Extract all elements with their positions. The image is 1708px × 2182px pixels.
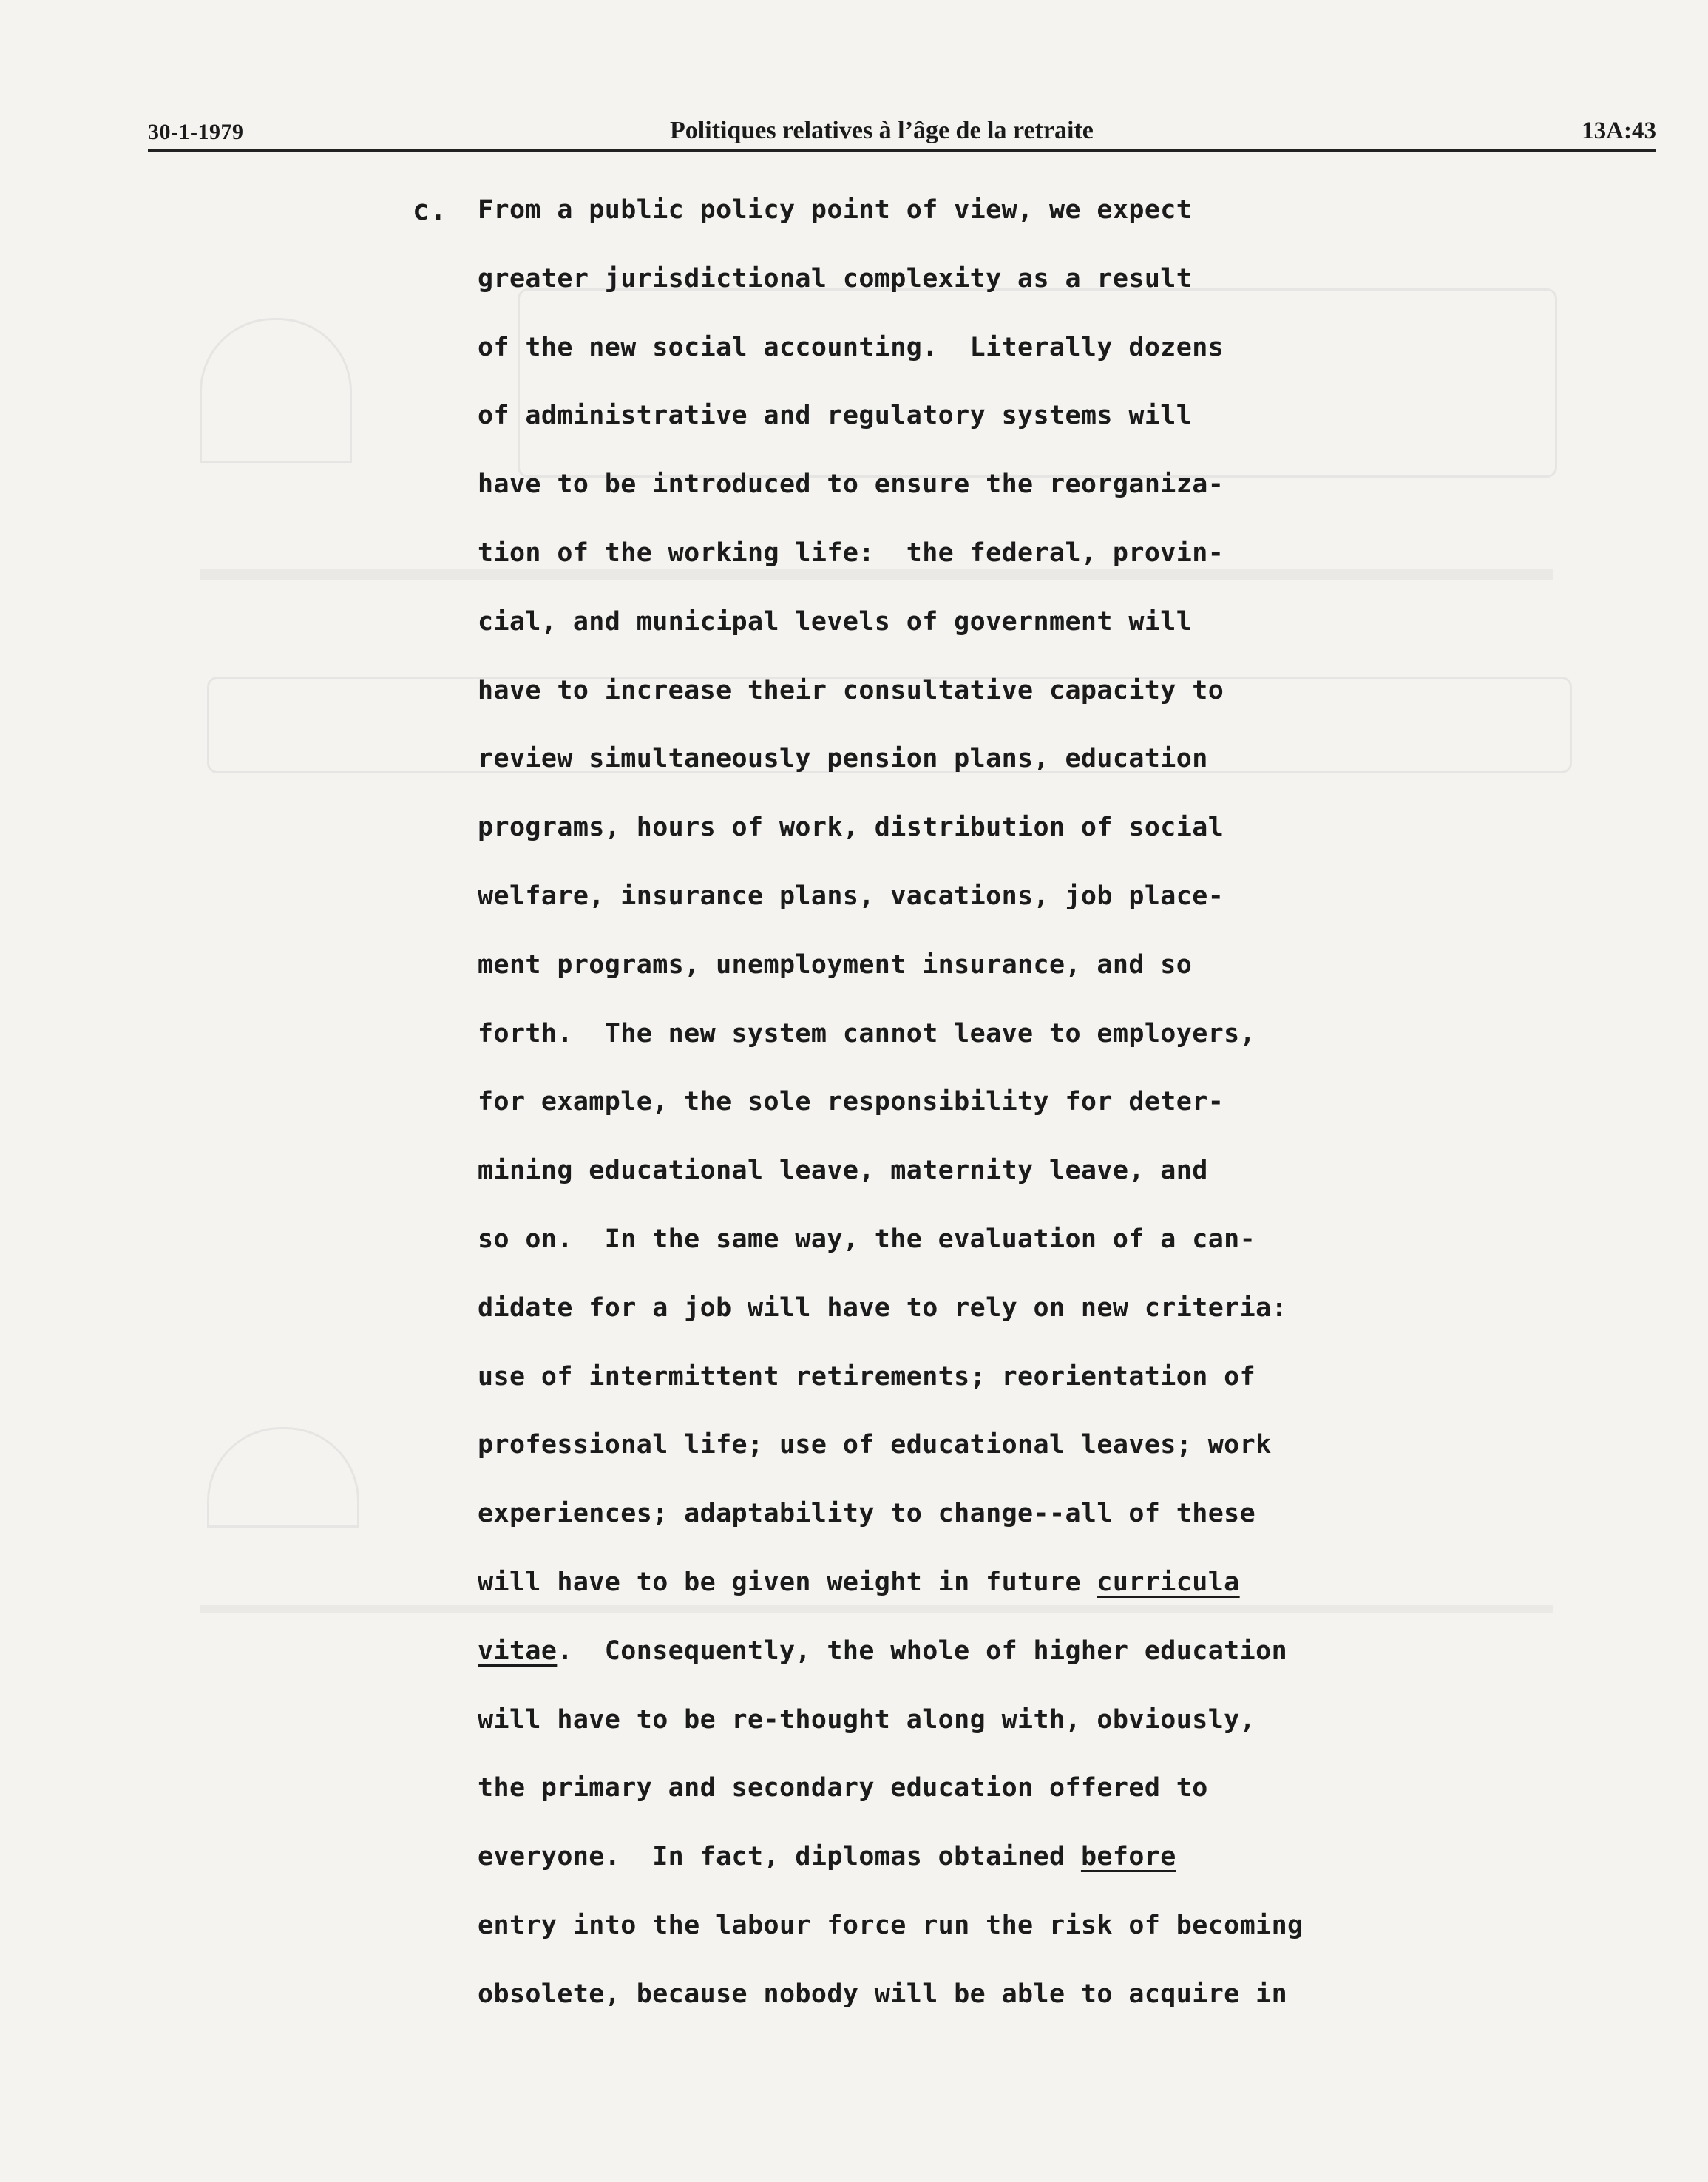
text-line xyxy=(478,399,1192,432)
text-line xyxy=(478,1566,1240,1599)
text-line xyxy=(478,674,1224,707)
line-text: cial, and municipal levels of government will xyxy=(478,606,1193,637)
header-date: 30-1-1979 xyxy=(148,120,244,144)
text-line xyxy=(478,742,1208,775)
line-text: will have to be given weight in future xyxy=(478,1568,1097,1597)
text-line xyxy=(478,1223,1255,1256)
line-text: programs, hours of work, distribution of social xyxy=(478,813,1224,843)
text-line xyxy=(478,1361,1255,1393)
text-line xyxy=(478,1085,1224,1118)
line-text: tion of the working life: the federal, provin- xyxy=(478,538,1224,568)
line-text: have to be introduced to ensure the reorganiza- xyxy=(478,470,1224,500)
line-text: welfare, insurance plans, vacations, job place- xyxy=(478,881,1224,911)
line-text: From a public policy point of view, we expect xyxy=(478,195,1193,225)
text-line xyxy=(478,1978,1287,2010)
line-text: so on. In the same way, the evaluation of a can- xyxy=(478,1224,1256,1254)
text-line xyxy=(478,811,1224,844)
header-page-number: 13A:43 xyxy=(1582,118,1656,144)
line-text: experiences; adaptability to change--all of these xyxy=(478,1499,1256,1529)
header-title: Politiques relatives à l’âge de la retraite xyxy=(670,117,1094,144)
text-line xyxy=(478,1497,1255,1530)
line-text: professional life; use of educational leaves; work xyxy=(478,1430,1272,1460)
line-text: didate for a job will have to rely on new criteria: xyxy=(478,1292,1288,1323)
line-text: use of intermittent retirements; reorientation of xyxy=(478,1361,1256,1392)
bleed-through-rule xyxy=(200,1605,1553,1613)
line-text: . Consequently, the whole of higher education xyxy=(557,1636,1288,1666)
text-line xyxy=(478,1840,1176,1873)
text-line xyxy=(478,1429,1272,1461)
text-line xyxy=(478,194,1192,226)
text-line xyxy=(478,1772,1208,1804)
line-text: mining educational leave, maternity leave, and xyxy=(478,1156,1208,1186)
line-text: for example, the sole responsibility for deter- xyxy=(478,1087,1224,1117)
text-line xyxy=(478,1909,1304,1942)
line-text: forth. The new system cannot leave to employers, xyxy=(478,1018,1256,1048)
item-marker: c. xyxy=(413,194,447,226)
line-text: everyone. In fact, diplomas obtained xyxy=(478,1842,1081,1872)
text-line xyxy=(478,262,1192,295)
text-line xyxy=(478,1017,1255,1050)
line-text: review simultaneously pension plans, education xyxy=(478,744,1208,774)
line-text: the primary and secondary education offered to xyxy=(478,1773,1208,1803)
line-text: have to increase their consultative capacity to xyxy=(478,675,1224,705)
bleed-through-stamp xyxy=(518,288,1557,478)
line-text: obsolete, because nobody will be able to acquire in xyxy=(478,1979,1288,2009)
page-header xyxy=(148,111,1656,152)
underlined-text: vitae xyxy=(478,1636,558,1666)
text-line xyxy=(478,468,1224,501)
line-text: will have to be re-thought along with, obviously, xyxy=(478,1704,1256,1735)
text-line xyxy=(478,880,1224,912)
text-line xyxy=(478,537,1224,569)
bleed-through-logo xyxy=(207,1427,359,1528)
line-text: entry into the labour force run the risk of becoming xyxy=(478,1911,1304,1940)
text-line xyxy=(478,1154,1208,1187)
text-line xyxy=(478,331,1224,364)
bleed-through-rule xyxy=(200,569,1553,580)
text-line xyxy=(478,606,1192,638)
underlined-text: before xyxy=(1080,1842,1176,1872)
underlined-text: curricula xyxy=(1097,1568,1240,1597)
line-text: of the new social accounting. Literally dozens xyxy=(478,332,1224,362)
line-text: of administrative and regulatory systems will xyxy=(478,401,1193,431)
bleed-through-logo xyxy=(200,318,352,463)
text-line xyxy=(478,1704,1255,1736)
text-line xyxy=(478,1635,1287,1667)
text-line xyxy=(478,949,1192,981)
line-text: greater jurisdictional complexity as a result xyxy=(478,263,1193,294)
line-text: ment programs, unemployment insurance, and so xyxy=(478,949,1193,980)
text-line xyxy=(478,1292,1287,1324)
